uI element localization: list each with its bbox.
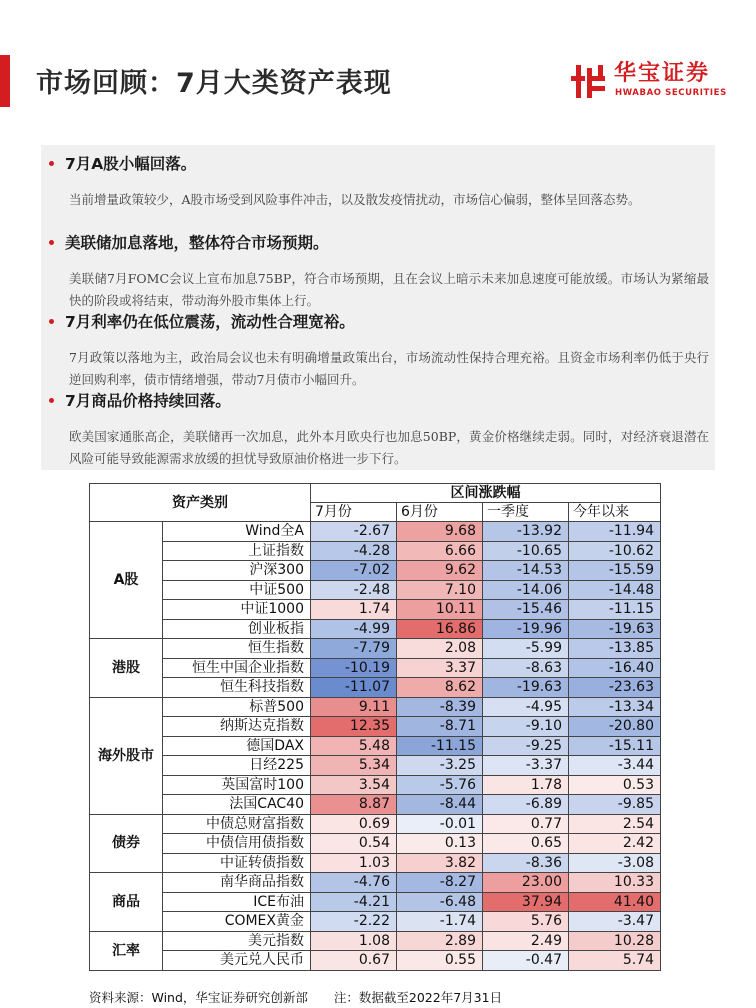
asset-name-cell: 南华商品指数: [163, 873, 311, 893]
return-value-cell: -11.07: [311, 678, 397, 698]
return-value-cell: -0.01: [397, 814, 483, 834]
return-value-cell: 2.42: [569, 834, 661, 854]
asset-name-cell: 上证指数: [163, 541, 311, 561]
return-value-cell: 0.13: [397, 834, 483, 854]
return-value-cell: -14.53: [483, 561, 569, 581]
asset-name-cell: 美元指数: [163, 931, 311, 951]
return-value-cell: -6.89: [483, 795, 569, 815]
return-value-cell: -9.25: [483, 736, 569, 756]
return-value-cell: 3.37: [397, 658, 483, 678]
return-value-cell: -14.48: [569, 580, 661, 600]
return-value-cell: 41.40: [569, 892, 661, 912]
return-value-cell: -13.92: [483, 522, 569, 542]
table-row: [90, 814, 661, 834]
return-value-cell: 5.34: [311, 756, 397, 776]
return-value-cell: 2.89: [397, 931, 483, 951]
return-value-cell: -23.63: [569, 678, 661, 698]
table-row: [90, 873, 661, 893]
asset-performance-table: [89, 483, 661, 971]
return-value-cell: 0.67: [311, 951, 397, 971]
table-row: [90, 658, 661, 678]
table-row: [90, 931, 661, 951]
bullet-icon: [49, 319, 54, 324]
return-value-cell: -9.85: [569, 795, 661, 815]
source-note: 资料来源：Wind，华宝证券研究创新部: [89, 990, 308, 1005]
column-header: 6月份: [397, 503, 483, 522]
table-row: [90, 756, 661, 776]
point-title: 7月A股小幅回落。: [65, 155, 197, 173]
table-row: [90, 639, 661, 659]
return-value-cell: -8.36: [483, 853, 569, 873]
table-row: [90, 736, 661, 756]
bullet-icon: [49, 398, 54, 403]
return-value-cell: -11.15: [397, 736, 483, 756]
return-value-cell: 5.74: [569, 951, 661, 971]
return-value-cell: 0.69: [311, 814, 397, 834]
asset-name-cell: Wind全A: [163, 522, 311, 542]
return-value-cell: 3.54: [311, 775, 397, 795]
asset-name-cell: 美元兑人民币: [163, 951, 311, 971]
table-row: [90, 619, 661, 639]
table-row: [90, 717, 661, 737]
return-value-cell: -19.63: [483, 678, 569, 698]
asset-category-cell: 债券: [90, 814, 163, 873]
return-value-cell: 12.35: [311, 717, 397, 737]
table-row: [90, 678, 661, 698]
point-title: 美联储加息落地，整体符合市场预期。: [65, 234, 329, 252]
column-header: 7月份: [311, 503, 397, 522]
return-value-cell: -3.37: [483, 756, 569, 776]
return-value-cell: -3.47: [569, 912, 661, 932]
point-body: 7月政策以落地为主，政治局会议也未有明确增量政策出台，市场流动性保持合理充裕。且资金市场利率仍低于央行逆回购利率，债市情绪增强，带动7月债市小幅回升。: [69, 350, 709, 387]
return-value-cell: 3.82: [397, 853, 483, 873]
table-row: [90, 795, 661, 815]
return-value-cell: -4.28: [311, 541, 397, 561]
asset-name-cell: 中债总财富指数: [163, 814, 311, 834]
return-value-cell: -15.59: [569, 561, 661, 581]
asset-category-cell: 海外股市: [90, 697, 163, 814]
return-value-cell: 10.28: [569, 931, 661, 951]
return-value-cell: -4.99: [311, 619, 397, 639]
table-row: [90, 522, 661, 542]
point-body: 当前增量政策较少，A股市场受到风险事件冲击，以及散发疫情扰动，市场信心偏弱，整体呈回落态势。: [69, 192, 641, 207]
range-return-header: 区间涨跌幅: [311, 484, 661, 503]
table-row: [90, 834, 661, 854]
asset-name-cell: ICE布油: [163, 892, 311, 912]
return-value-cell: -8.71: [397, 717, 483, 737]
return-value-cell: 37.94: [483, 892, 569, 912]
return-value-cell: -13.34: [569, 697, 661, 717]
return-value-cell: 2.08: [397, 639, 483, 659]
return-value-cell: -2.48: [311, 580, 397, 600]
return-value-cell: -3.25: [397, 756, 483, 776]
return-value-cell: -10.19: [311, 658, 397, 678]
asset-category-cell: 汇率: [90, 931, 163, 970]
return-value-cell: 0.65: [483, 834, 569, 854]
return-value-cell: 8.62: [397, 678, 483, 698]
return-value-cell: -4.95: [483, 697, 569, 717]
data-date-note: 注：数据截至2022年7月31日: [333, 990, 503, 1005]
asset-name-cell: 纳斯达克指数: [163, 717, 311, 737]
return-value-cell: -0.47: [483, 951, 569, 971]
asset-name-cell: 日经225: [163, 756, 311, 776]
return-value-cell: 2.49: [483, 931, 569, 951]
return-value-cell: -7.79: [311, 639, 397, 659]
return-value-cell: 0.55: [397, 951, 483, 971]
point-title: 7月商品价格持续回落。: [65, 392, 231, 410]
asset-category-cell: A股: [90, 522, 163, 639]
return-value-cell: -4.76: [311, 873, 397, 893]
return-value-cell: 1.74: [311, 600, 397, 620]
return-value-cell: 9.11: [311, 697, 397, 717]
summary-panel: [41, 145, 715, 470]
return-value-cell: -15.46: [483, 600, 569, 620]
company-logo: [568, 60, 748, 104]
return-value-cell: -3.08: [569, 853, 661, 873]
return-value-cell: -19.63: [569, 619, 661, 639]
return-value-cell: 5.76: [483, 912, 569, 932]
return-value-cell: -3.44: [569, 756, 661, 776]
return-value-cell: -15.11: [569, 736, 661, 756]
return-value-cell: -9.10: [483, 717, 569, 737]
asset-category-cell: 港股: [90, 639, 163, 698]
asset-name-cell: 恒生指数: [163, 639, 311, 659]
return-value-cell: -8.27: [397, 873, 483, 893]
point-title: 7月利率仍在低位震荡，流动性合理宽裕。: [65, 313, 355, 331]
return-value-cell: -10.62: [569, 541, 661, 561]
point-body: 欧美国家通胀高企，美联储再一次加息，此外本月欧央行也加息50BP，黄金价格继续走弱。同时，对经济衰退潜在风险可能导致能源需求放缓的担忧导致原油价格进一步下行。: [69, 429, 709, 466]
asset-name-cell: 恒生科技指数: [163, 678, 311, 698]
return-value-cell: -11.94: [569, 522, 661, 542]
asset-name-cell: 恒生中国企业指数: [163, 658, 311, 678]
bullet-icon: [49, 240, 54, 245]
title-accent-bar: [0, 55, 10, 107]
return-value-cell: -5.99: [483, 639, 569, 659]
return-value-cell: 0.54: [311, 834, 397, 854]
return-value-cell: 23.00: [483, 873, 569, 893]
return-value-cell: -7.02: [311, 561, 397, 581]
asset-category-cell: 商品: [90, 873, 163, 932]
table-row: [90, 892, 661, 912]
asset-name-cell: 中证1000: [163, 600, 311, 620]
table-row: [90, 853, 661, 873]
return-value-cell: 10.33: [569, 873, 661, 893]
return-value-cell: 1.08: [311, 931, 397, 951]
return-value-cell: 1.03: [311, 853, 397, 873]
column-header: 今年以来: [569, 503, 661, 522]
column-header: 一季度: [483, 503, 569, 522]
return-value-cell: 9.62: [397, 561, 483, 581]
return-value-cell: 0.77: [483, 814, 569, 834]
return-value-cell: -6.48: [397, 892, 483, 912]
return-value-cell: -2.67: [311, 522, 397, 542]
return-value-cell: -8.39: [397, 697, 483, 717]
return-value-cell: 8.87: [311, 795, 397, 815]
return-value-cell: 1.78: [483, 775, 569, 795]
table-row: [90, 580, 661, 600]
return-value-cell: 7.10: [397, 580, 483, 600]
table-row: [90, 775, 661, 795]
return-value-cell: -8.44: [397, 795, 483, 815]
return-value-cell: -13.85: [569, 639, 661, 659]
table-row: [90, 912, 661, 932]
asset-name-cell: 创业板指: [163, 619, 311, 639]
return-value-cell: -16.40: [569, 658, 661, 678]
return-value-cell: -20.80: [569, 717, 661, 737]
asset-name-cell: 中证转债指数: [163, 853, 311, 873]
return-value-cell: 2.54: [569, 814, 661, 834]
footer-source: [89, 988, 524, 1006]
return-value-cell: -5.76: [397, 775, 483, 795]
return-value-cell: -10.65: [483, 541, 569, 561]
table-row: [90, 951, 661, 971]
page-title: 市场回顾：7月大类资产表现: [36, 68, 392, 99]
return-value-cell: 16.86: [397, 619, 483, 639]
return-value-cell: -2.22: [311, 912, 397, 932]
table-row: [90, 697, 661, 717]
asset-name-cell: 中证500: [163, 580, 311, 600]
return-value-cell: 9.68: [397, 522, 483, 542]
return-value-cell: 5.48: [311, 736, 397, 756]
asset-type-header: 资产类别: [90, 484, 311, 522]
asset-name-cell: COMEX黄金: [163, 912, 311, 932]
return-value-cell: -4.21: [311, 892, 397, 912]
asset-name-cell: 中债信用债指数: [163, 834, 311, 854]
logo-english-text: HWABAO SECURITIES: [615, 88, 727, 98]
table-row: [90, 561, 661, 581]
return-value-cell: -14.06: [483, 580, 569, 600]
bullet-icon: [49, 161, 54, 166]
return-value-cell: 0.53: [569, 775, 661, 795]
asset-name-cell: 法国CAC40: [163, 795, 311, 815]
hwabao-logo-icon: [568, 62, 608, 100]
logo-chinese-text: 华宝证券: [614, 61, 711, 86]
table-row: [90, 541, 661, 561]
asset-name-cell: 沪深300: [163, 561, 311, 581]
asset-name-cell: 德国DAX: [163, 736, 311, 756]
point-body: 美联储7月FOMC会议上宣布加息75BP，符合市场预期，且在会议上暗示未来加息速度可能放缓。市场认为紧缩最快的阶段或将结束，带动海外股市集体上行。: [69, 271, 709, 308]
asset-name-cell: 英国富时100: [163, 775, 311, 795]
return-value-cell: 10.11: [397, 600, 483, 620]
return-value-cell: -19.96: [483, 619, 569, 639]
return-value-cell: -8.63: [483, 658, 569, 678]
return-value-cell: -1.74: [397, 912, 483, 932]
return-value-cell: -11.15: [569, 600, 661, 620]
table-row: [90, 600, 661, 620]
asset-name-cell: 标普500: [163, 697, 311, 717]
return-value-cell: 6.66: [397, 541, 483, 561]
